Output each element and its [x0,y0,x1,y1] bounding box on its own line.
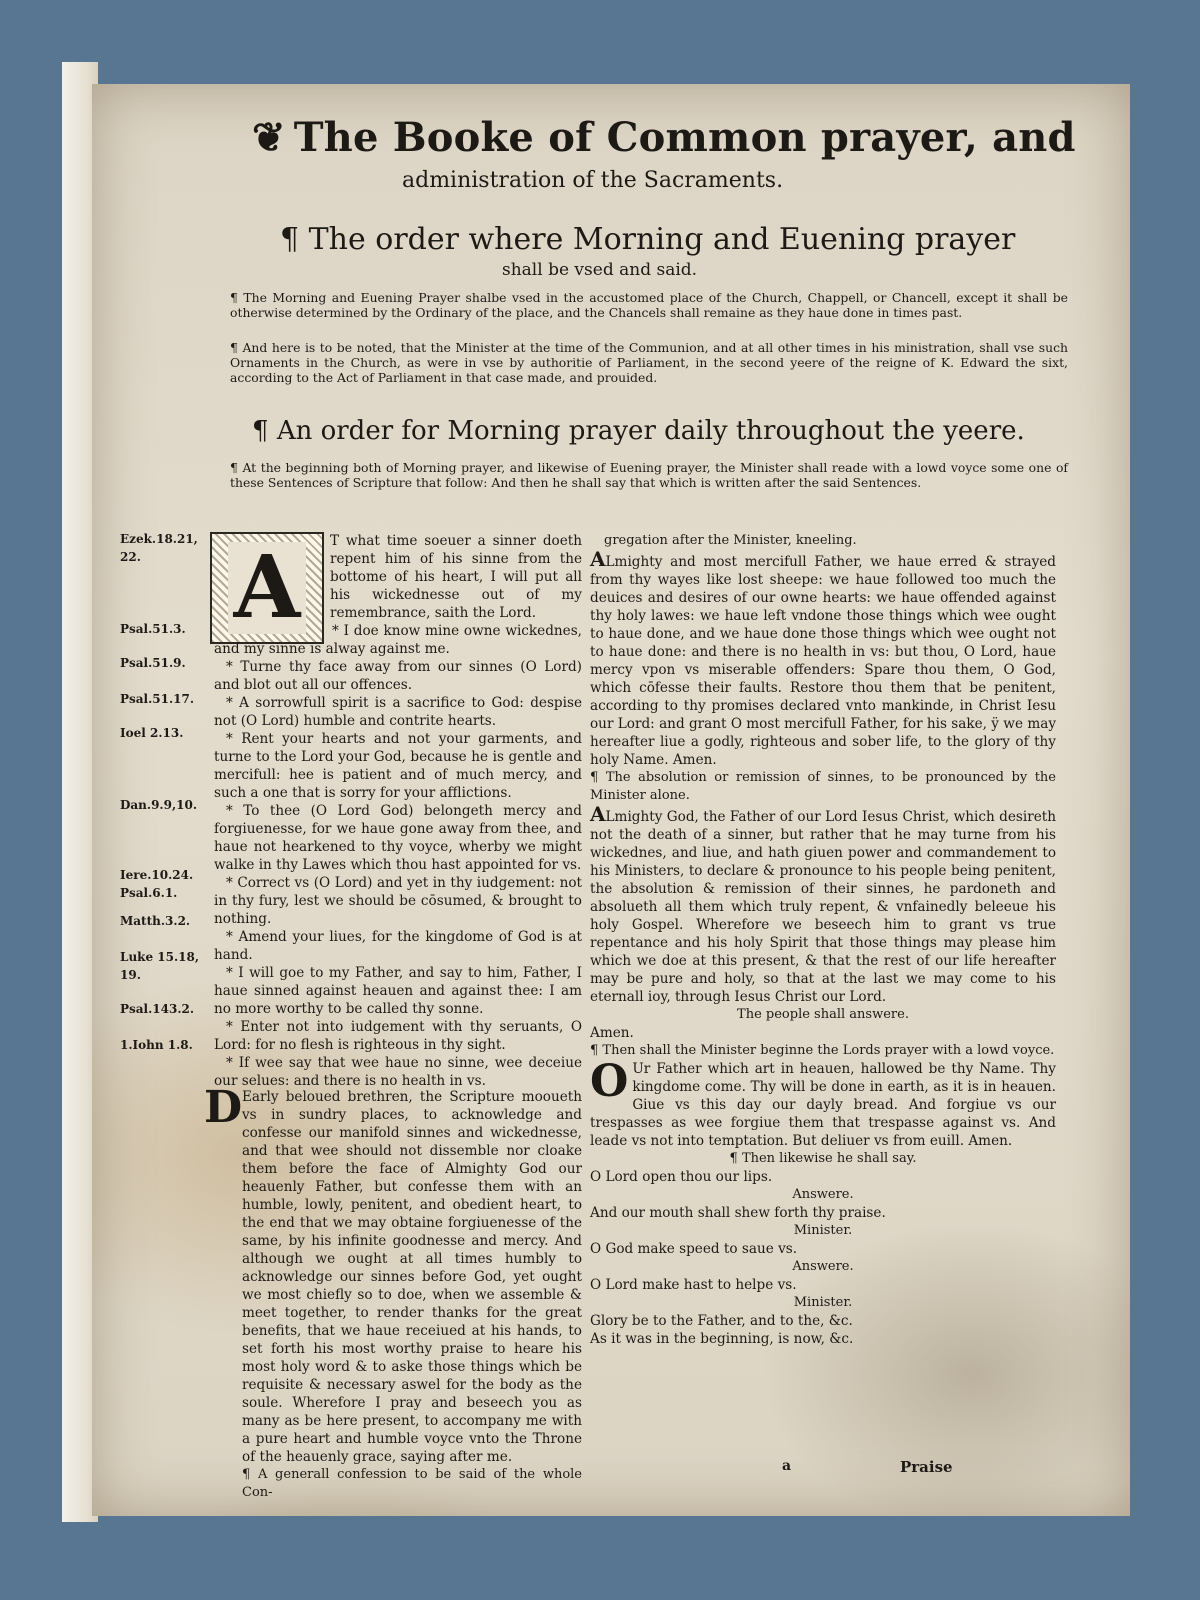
right-column [590,532,1056,1348]
lords-prayer: O Ur Father which art in heauen, hallowed be thy Name. Thy kingdome come. Thy will be done in earth, as it is in heauen. Giue vs this day our dayly bread. And forgiue vs our trespasses as wee forgiue them that trespasse against vs. And leade vs not into temptation. But deliuer vs from euill. Amen. [590,1056,1056,1149]
sentence-text: * To thee (O Lord God) belongeth mercy and forgiuenesse, for we haue gone away from thee, and haue not hearkened to thy voyce, wherby we might walke in thy Lawes which thou hast appointed for vs. [214,803,582,873]
decorated-initial-a: A [210,532,324,644]
left-col-sentences [214,622,582,1090]
pilcrow-icon: ¶ [230,340,238,355]
margin-ref: Psal.51.9. [120,656,186,670]
initial-o: O [590,1056,629,1107]
rubric-then-likewise: ¶ Then likewise he shall say. [729,1151,917,1166]
exhortation-text: Early beloued brethren, the Scripture mooueth vs in sundry places, to acknowledge and confesse our manifold sinnes and wickednesse, and that wee should not dissemble nor cloake them before the face of Almighty God our heauenly Father, but confesse them with an humble, lowly, penitent, and obedient heart, to the end that we may obtaine forgiuenesse of the same, by his infinite goodnesse and mercy. And although we ought at all times humbly to acknowledge our sinnes before God, yet ought we most chiefly so to doe, when we assemble & meet together, to render thanks for the great benefits, that we haue receiued at his hands, to set forth his most worthy praise to heare his most holy word & to aske those things which be requisite & necessary aswel for the body as the soule. Wherefore I pray and beseech you as many as be here present, to accompany me with a pure heart and humble voyce vnto the Throne of the heauenly grace, saying after me. [242,1089,582,1465]
general-confession: ALmighty and most mercifull Father, we haue erred & strayed from thy wayes like lost sheepe: we haue followed too much the deuices and desires of our owne hearts: we haue offended against thy holy lawes: we haue left vndone those things which wee ought to haue done, and we haue done those things which wee ought not to haue done: and there is no health in vs: but thou, O Lord, haue mercy vpon vs miserable offenders: Spare thou them, O God, which cōfesse their faults. Restore thou them that be penitent, according to thy promises declared vnto mankinde, in Christ Iesu our Lord: and grant O most mercifull Father, for his sake, ÿ we may hereafter liue a godly, righteous and sober life, to the glory of thy holy Name. Amen. [590,547,1056,768]
speaker-label: Answere. [792,1187,854,1202]
sentence-text: * I doe know mine owne wickednes, and my sinne is alway against me. [214,623,582,657]
people-answer-rubric: The people shall answere. [737,1007,909,1022]
pilcrow-icon: ¶ [590,770,599,785]
book-page [92,84,1130,1516]
speaker-label: Answere. [792,1259,854,1274]
pilcrow-icon: ¶ [230,460,238,475]
morning-prayer-heading: ¶ An order for Morning prayer daily throughout the yeere. [252,416,1025,446]
rubric-absolution: ¶ The absolution or remission of sinnes, to be pronounced by the Minister alone. [590,770,1056,803]
pilcrow-icon: ¶ [242,1467,251,1482]
rubric-sentences: ¶ At the beginning both of Morning prayer, and likewise of Euening prayer, the Minister shall reade with a lowd voyce some one of these Sentences of Scripture that follow: And then he shall say that which is written after the said Sentences. [230,460,1068,490]
sentence-text: * Turne thy face away from our sinnes (O Lord) and blot out all our offences. [214,659,582,693]
response: O Lord make hast to helpe vs. [590,1277,797,1293]
pilcrow-icon: ¶ [230,290,238,305]
pilcrow-icon: ¶ [280,222,300,257]
pilcrow-icon: ¶ [590,1043,599,1058]
margin-ref: Psal.51.3. [120,622,186,636]
rubric-general-confession: ¶ A generall confession to be said of the whole Con- [242,1467,582,1500]
margin-ref: Psal.143.2. [120,1002,195,1016]
speaker-label: Minister. [793,1223,853,1238]
margin-ref: Luke 15.18, 19. [120,950,200,982]
catchword: Praise [900,1458,953,1476]
sentence-text: * I will goe to my Father, and say to him, Father, I haue sinned against heauen and against thee: I am no more worthy to be called thy sonne. [214,965,582,1017]
margin-ref: Ioel 2.13. [120,726,184,740]
initial-d: D [204,1082,243,1133]
rubric-lords-prayer: ¶ Then shall the Minister beginne the Lords prayer with a lowd voyce. [590,1043,1055,1058]
sentence-text: * Rent your hearts and not your garments, and turne to the Lord your God, because he is gentle and mercifull: hee is patient and of much mercy, and such a one that is sorry for your afflictions. [214,731,582,801]
sentence-text: * If wee say that wee haue no sinne, wee deceiue our selues: and there is no health in vs. [214,1055,582,1089]
sentence-text: * A sorrowfull spirit is a sacrifice to God: despise not (O Lord) humble and contrite hearts. [214,695,582,729]
page-subtitle: administration of the Sacraments. [402,168,784,193]
signature-mark: a [782,1458,792,1474]
margin-ref: Ezek.18.21, 22. [120,532,198,564]
sentence-text: * Amend your liues, for the kingdome of God is at hand. [214,929,582,963]
order-heading-sub: shall be vsed and said. [502,260,698,280]
margin-ref: Matth.3.2. [120,914,191,928]
leaf-ornament-icon: ❦ [252,114,286,161]
page-title: ❦ The Booke of Common prayer, and [252,114,1076,161]
margin-ref: Iere.10.24. Psal.6.1. [120,868,194,900]
sentence-text: T what time soeuer a sinner doeth repent him of his sinne from the bottome of his heart, I will put all his wickednesse out of my remembrance, saith the Lord. [330,533,582,621]
response: And our mouth shall shew forth thy praise. [590,1205,886,1221]
sentence-text: * Correct vs (O Lord) and yet in thy iudgement: not in thy fury, lest we should be cōsumed, & brought to nothing. [214,875,582,927]
initial-a-small: A [590,547,606,571]
margin-ref: Dan.9.9,10. [120,798,198,812]
margin-ref: 1.Iohn 1.8. [120,1038,193,1052]
absolution-text: ALmighty God, the Father of our Lord Iesus Christ, which desireth not the death of a sinner, but rather that he may turne from his wickednes, and liue, and hath giuen power and commandement to his Ministers, to declare & pronounce to his people being penitent, the absolution & remission of their sinnes, he pardoneth and absolueth all them which truly repent, & vnfainedly beleeue his holy Gospel. Wherefore we beseech him to grant vs true repentance and his holy Spirit that those things may please him which we doe at this present, & that the rest of our life hereafter may be pure and holy, so that at the last we may come to his eternall ioy, through Iesus Christ our Lord. [590,802,1056,1005]
rubric-place: ¶ The Morning and Euening Prayer shalbe vsed in the accustomed place of the Church, Chappell, or Chancell, except it shall be otherwise determined by the Ordinary of the place, and the Chancels shall remaine as they haue done in times past. [230,290,1068,320]
order-heading: ¶ The order where Morning and Euening prayer [280,222,1016,257]
margin-ref: Psal.51.17. [120,692,195,706]
initial-a-small: A [590,802,606,826]
pilcrow-icon: ¶ [252,416,269,446]
rubric-ornaments: ¶ And here is to be noted, that the Minister at the time of the Communion, and at all other times in his ministration, shall vse such Ornaments in the Church, as were in vse by authoritie of Parliament, in the second yeere of the reigne of K. Edward the sixt, according to the Act of Parliament in that case made, and prouided. [230,340,1068,385]
pilcrow-icon: ¶ [729,1151,738,1166]
amen: Amen. [590,1025,634,1041]
versicle: Glory be to the Father, and to the, &c. [590,1313,853,1329]
versicle: O Lord open thou our lips. [590,1169,773,1185]
versicle: O God make speed to saue vs. [590,1241,798,1257]
sentence-text: * Enter not into iudgement with thy seruants, O Lord: for no flesh is righteous in thy sight. [214,1019,582,1053]
left-col-first-sentence [330,532,582,622]
confession-rubric-cont: gregation after the Minister, kneeling. [604,533,857,548]
exhortation-start [242,1088,582,1502]
speaker-label: Minister. [793,1295,853,1310]
versicle: As it was in the beginning, is now, &c. [590,1331,854,1347]
